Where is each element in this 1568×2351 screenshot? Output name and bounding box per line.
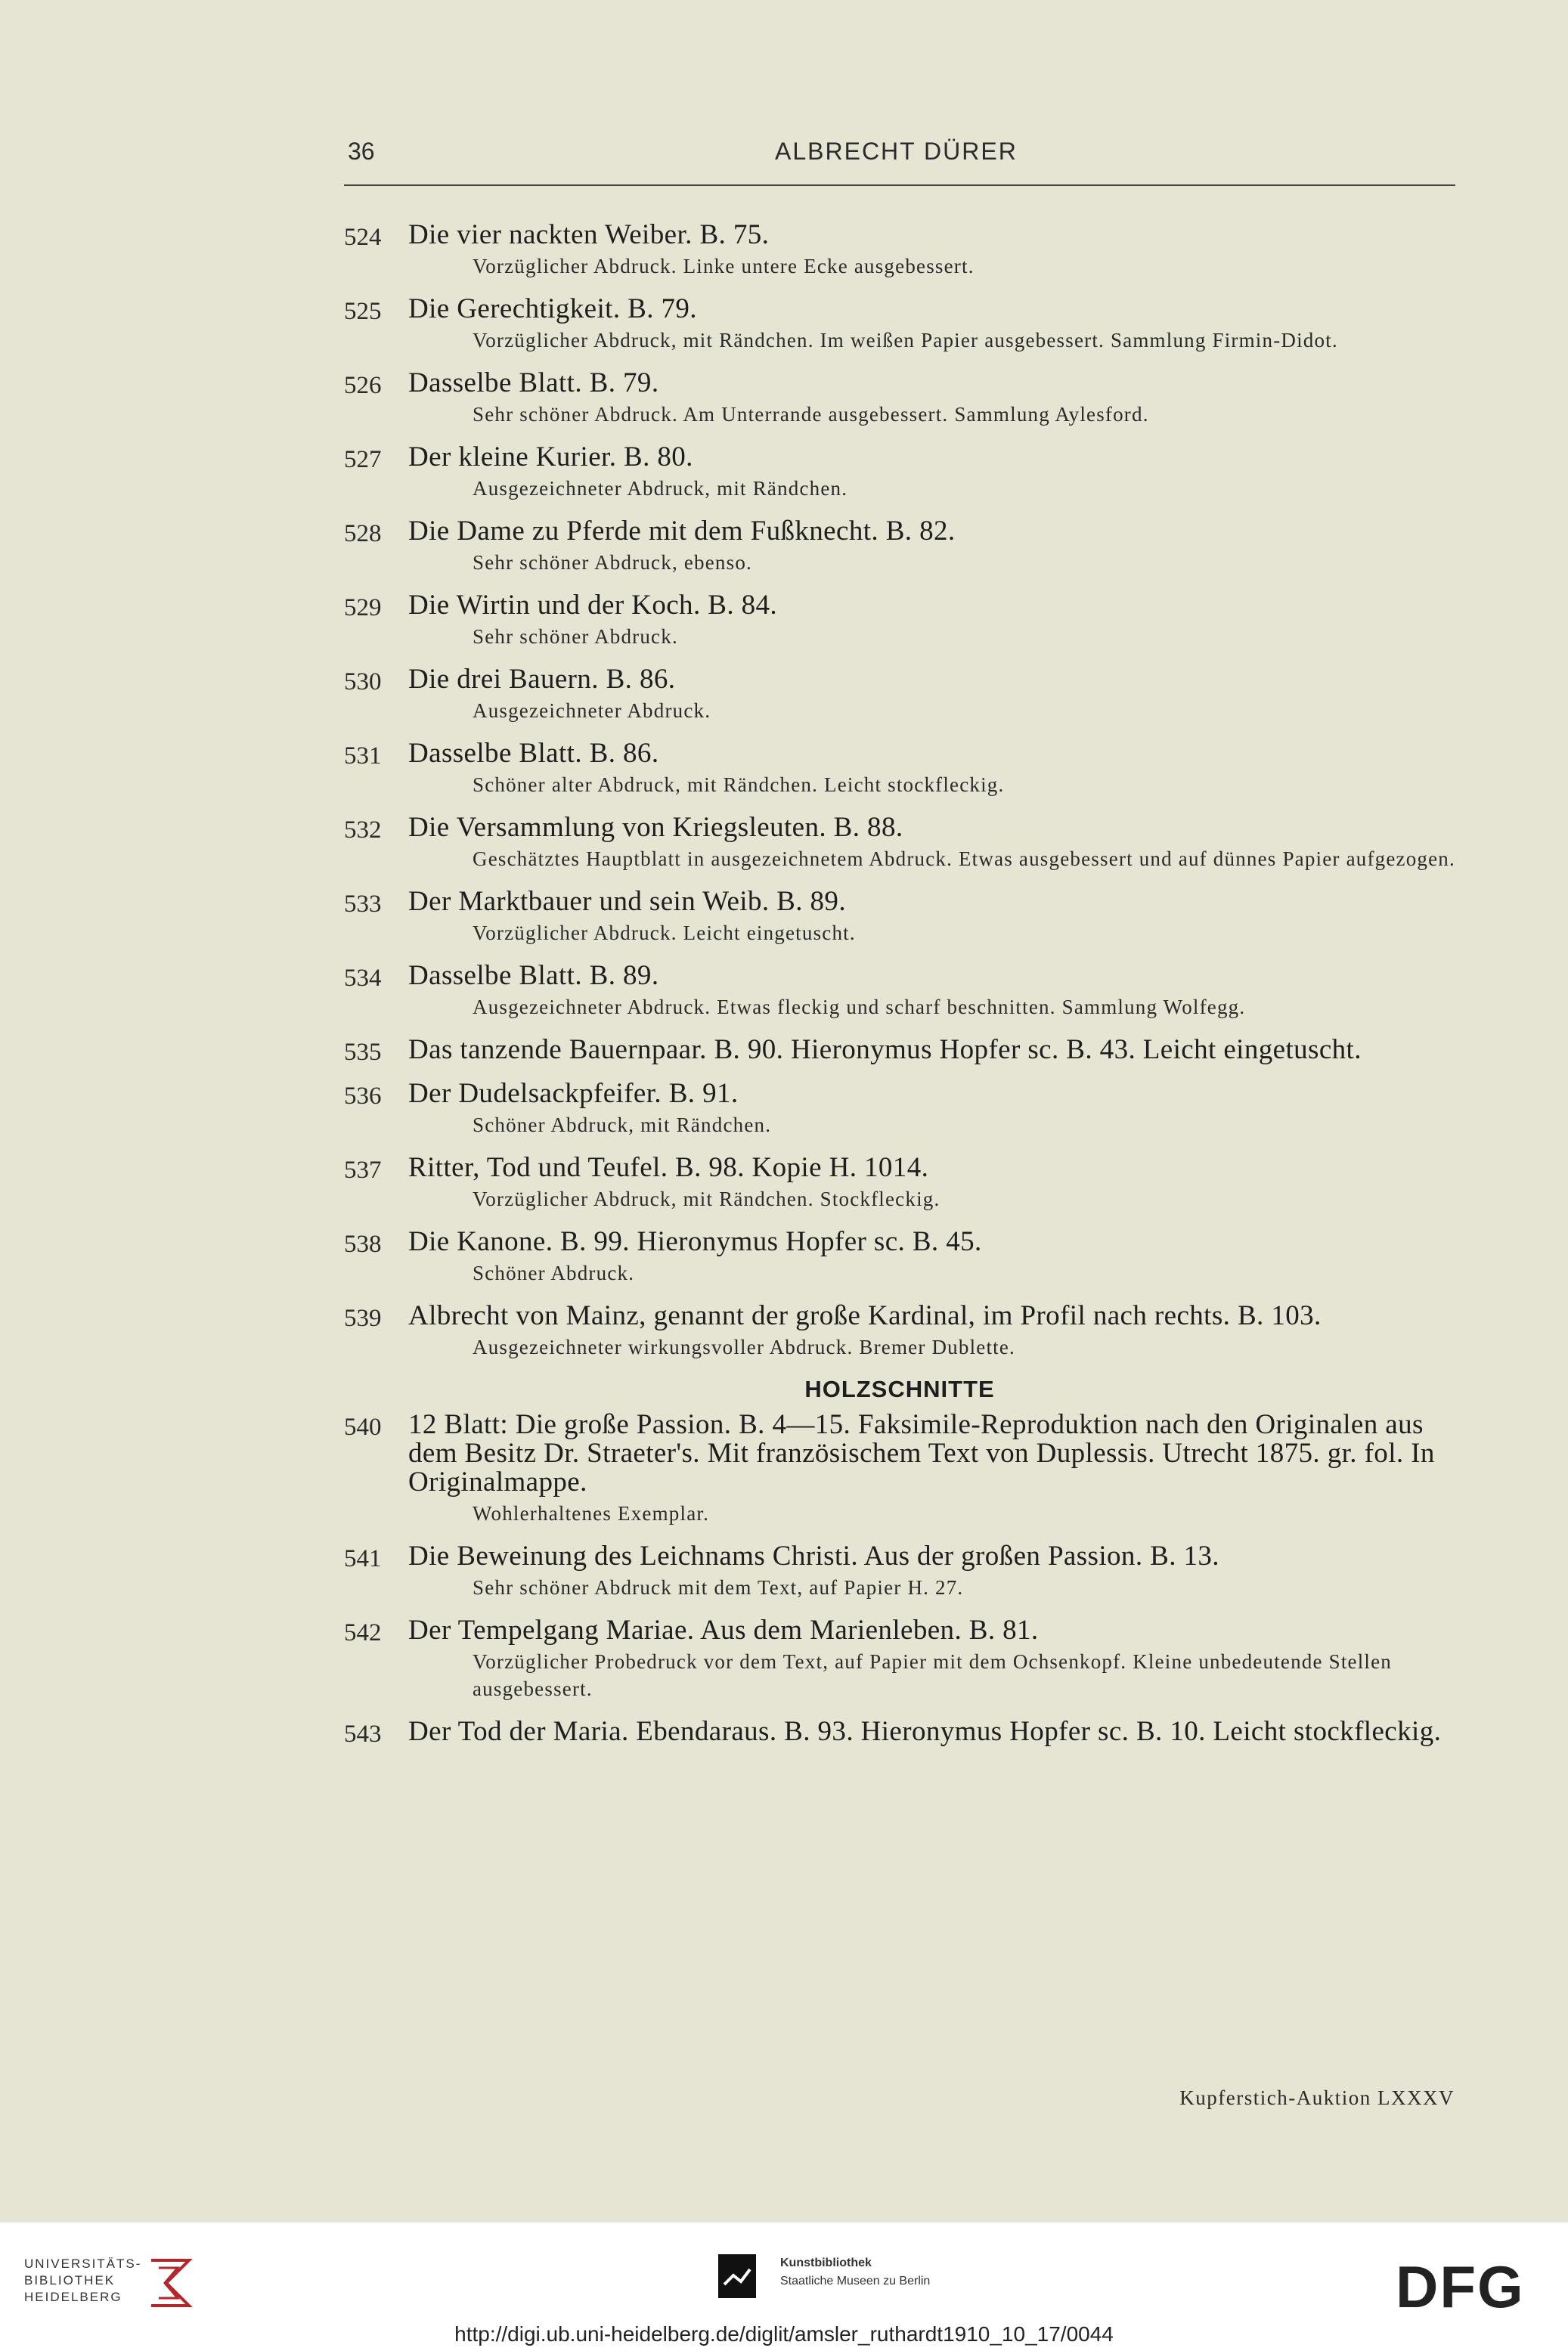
- catalogue-entries: [344, 221, 1455, 1761]
- kunstbibliothek-mark-icon: [718, 2254, 756, 2298]
- entry-note: Ausgezeichneter wirkungsvoller Abdruck. Bremer Dublette.: [473, 1336, 1015, 1358]
- entry-title: Dasselbe Blatt. B. 79.: [408, 367, 659, 398]
- section-heading: HOLZSCHNITTE: [804, 1376, 995, 1402]
- dfg-logo[interactable]: DFG: [1396, 2253, 1525, 2320]
- entry-title: Der Tempelgang Mariae. Aus dem Marienleben. B. 81.: [408, 1615, 1039, 1646]
- catalogue-entry: [344, 369, 1455, 428]
- entry-note: Geschätztes Hauptblatt in ausgezeichnetem Abdruck. Etwas ausgebessert und auf dünnes Papier aufgezogen.: [473, 847, 1455, 870]
- catalogue-entry: [344, 517, 1455, 576]
- catalogue-entry: [344, 887, 1455, 946]
- entry-number: 531: [344, 742, 382, 770]
- kb-line1: Kunstbibliothek: [780, 2257, 872, 2269]
- uni-heidelberg-logo[interactable]: [24, 2256, 141, 2306]
- catalogue-entry: [344, 295, 1455, 354]
- catalogue-mark: Kupferstich-Auktion LXXXV: [1179, 2086, 1455, 2109]
- entry-note: Vorzüglicher Probedruck vor dem Text, auf Papier mit dem Ochsenkopf. Kleine unbedeutende Stellen ausgebessert.: [473, 1650, 1393, 1700]
- entry-note: Schöner alter Abdruck, mit Rändchen. Leicht stockfleckig.: [473, 773, 1005, 796]
- entry-note: Vorzüglicher Abdruck, mit Rändchen. Stockfleckig.: [473, 1188, 940, 1210]
- header-rule: [344, 184, 1455, 186]
- entry-note: Vorzüglicher Abdruck. Leicht eingetuscht.: [473, 922, 856, 944]
- catalogue-entry: [344, 1411, 1455, 1527]
- entry-title: Der Dudelsackpfeifer. B. 91.: [408, 1078, 739, 1109]
- entry-note: Ausgezeichneter Abdruck.: [473, 699, 711, 722]
- entry-number: 536: [344, 1083, 382, 1110]
- copperplate-list: [344, 221, 1455, 1361]
- entry-title: Die Versammlung von Kriegsleuten. B. 88.: [408, 812, 903, 843]
- kunstbibliothek-logo[interactable]: [780, 2254, 930, 2291]
- catalogue-entry: [344, 962, 1455, 1021]
- entry-note: Ausgezeichneter Abdruck, mit Rändchen.: [473, 477, 848, 500]
- entry-title: Die Beweinung des Leichnams Christi. Aus der großen Passion. B. 13.: [408, 1541, 1219, 1572]
- entry-note: Sehr schöner Abdruck mit dem Text, auf Papier H. 27.: [473, 1576, 964, 1599]
- entry-title: 12 Blatt: Die große Passion. B. 4—15. Faksimile-Reproduktion nach den Originalen aus dem Besitz Dr. Straeter's. Mit französischem Text von Duplessis. Utrecht 1875. gr. fol. In Originalmappe.: [408, 1409, 1435, 1498]
- kb-line2: Staatliche Museen zu Berlin: [780, 2275, 931, 2288]
- page-number: 36: [348, 138, 375, 165]
- catalogue-entry: [344, 591, 1455, 650]
- entry-number: 533: [344, 891, 382, 918]
- entry-title: Die Gerechtigkeit. B. 79.: [408, 293, 697, 324]
- catalogue-entry: [344, 1542, 1455, 1601]
- catalogue-entry: [344, 443, 1455, 502]
- catalogue-entry: [344, 1036, 1455, 1064]
- entry-title: Dasselbe Blatt. B. 86.: [408, 738, 659, 769]
- uni-logo-line1: UNIVERSITÄTS-: [24, 2257, 142, 2271]
- entry-title: Die drei Bauern. B. 86.: [408, 664, 676, 695]
- entry-title: Dasselbe Blatt. B. 89.: [408, 960, 659, 991]
- entry-number: 542: [344, 1619, 382, 1646]
- uni-logo-line3: HEIDELBERG: [24, 2290, 122, 2304]
- entry-note: Sehr schöner Abdruck. Am Unterrande ausgebessert. Sammlung Aylesford.: [473, 403, 1149, 426]
- entry-number: 540: [344, 1414, 382, 1441]
- entry-title: Der Tod der Maria. Ebendaraus. B. 93. Hieronymus Hopfer sc. B. 10. Leicht stockfleckig.: [408, 1716, 1442, 1747]
- source-url[interactable]: http://digi.ub.uni-heidelberg.de/diglit/amsler_ruthardt1910_10_17/0044: [454, 2322, 1114, 2346]
- catalogue-entry: [344, 221, 1455, 280]
- entry-note: Wohlerhaltenes Exemplar.: [473, 1502, 710, 1525]
- entry-number: 534: [344, 965, 382, 992]
- uni-logo-line2: BIBLIOTHEK: [24, 2273, 116, 2288]
- entry-number: 524: [344, 224, 382, 251]
- catalogue-entry: [344, 1302, 1455, 1361]
- entry-number: 538: [344, 1231, 382, 1258]
- entry-title: Das tanzende Bauernpaar. B. 90. Hieronymus Hopfer sc. B. 43. Leicht eingetuscht.: [408, 1034, 1362, 1065]
- entry-number: 532: [344, 816, 382, 844]
- entry-number: 543: [344, 1721, 382, 1748]
- entry-note: Vorzüglicher Abdruck, mit Rändchen. Im weißen Papier ausgebessert. Sammlung Firmin-Didot.: [473, 329, 1338, 352]
- running-title: ALBRECHT DÜRER: [775, 138, 1018, 165]
- entry-number: 528: [344, 520, 382, 547]
- entry-note: Sehr schöner Abdruck, ebenso.: [473, 551, 752, 574]
- entry-number: 541: [344, 1545, 382, 1572]
- entry-note: Schöner Abdruck, mit Rändchen.: [473, 1114, 772, 1136]
- entry-number: 537: [344, 1157, 382, 1184]
- entry-title: Der kleine Kurier. B. 80.: [408, 441, 693, 472]
- catalogue-entry: [344, 1079, 1455, 1138]
- woodcut-list: [344, 1411, 1455, 1746]
- footer-bar: [0, 2222, 1568, 2351]
- entry-title: Ritter, Tod und Teufel. B. 98. Kopie H. 1014.: [408, 1152, 929, 1183]
- catalogue-entry: [344, 1228, 1455, 1287]
- entry-note: Vorzüglicher Abdruck. Linke untere Ecke ausgebessert.: [473, 255, 975, 277]
- entry-number: 529: [344, 594, 382, 621]
- page-header: [344, 138, 1455, 183]
- entry-number: 535: [344, 1039, 382, 1066]
- entry-note: Schöner Abdruck.: [473, 1262, 635, 1284]
- uni-heidelberg-mark-icon: [144, 2253, 197, 2313]
- entry-title: Die vier nackten Weiber. B. 75.: [408, 219, 770, 250]
- entry-title: Die Dame zu Pferde mit dem Fußknecht. B. 82.: [408, 516, 956, 547]
- entry-number: 526: [344, 372, 382, 399]
- entry-note: Sehr schöner Abdruck.: [473, 625, 678, 648]
- entry-note: Ausgezeichneter Abdruck. Etwas fleckig und scharf beschnitten. Sammlung Wolfegg.: [473, 996, 1246, 1018]
- entry-title: Die Wirtin und der Koch. B. 84.: [408, 590, 778, 621]
- entry-title: Die Kanone. B. 99. Hieronymus Hopfer sc. B. 45.: [408, 1226, 982, 1257]
- catalogue-entry: [344, 1154, 1455, 1213]
- entry-title: Albrecht von Mainz, genannt der große Kardinal, im Profil nach rechts. B. 103.: [408, 1300, 1322, 1331]
- catalogue-entry: [344, 813, 1455, 872]
- catalogue-entry: [344, 1718, 1455, 1746]
- entry-number: 530: [344, 668, 382, 695]
- entry-title: Der Marktbauer und sein Weib. B. 89.: [408, 886, 846, 917]
- catalogue-entry: [344, 739, 1455, 798]
- entry-number: 525: [344, 298, 382, 325]
- catalogue-entry: [344, 665, 1455, 724]
- catalogue-entry: [344, 1616, 1455, 1702]
- entry-number: 527: [344, 446, 382, 473]
- entry-number: 539: [344, 1305, 382, 1332]
